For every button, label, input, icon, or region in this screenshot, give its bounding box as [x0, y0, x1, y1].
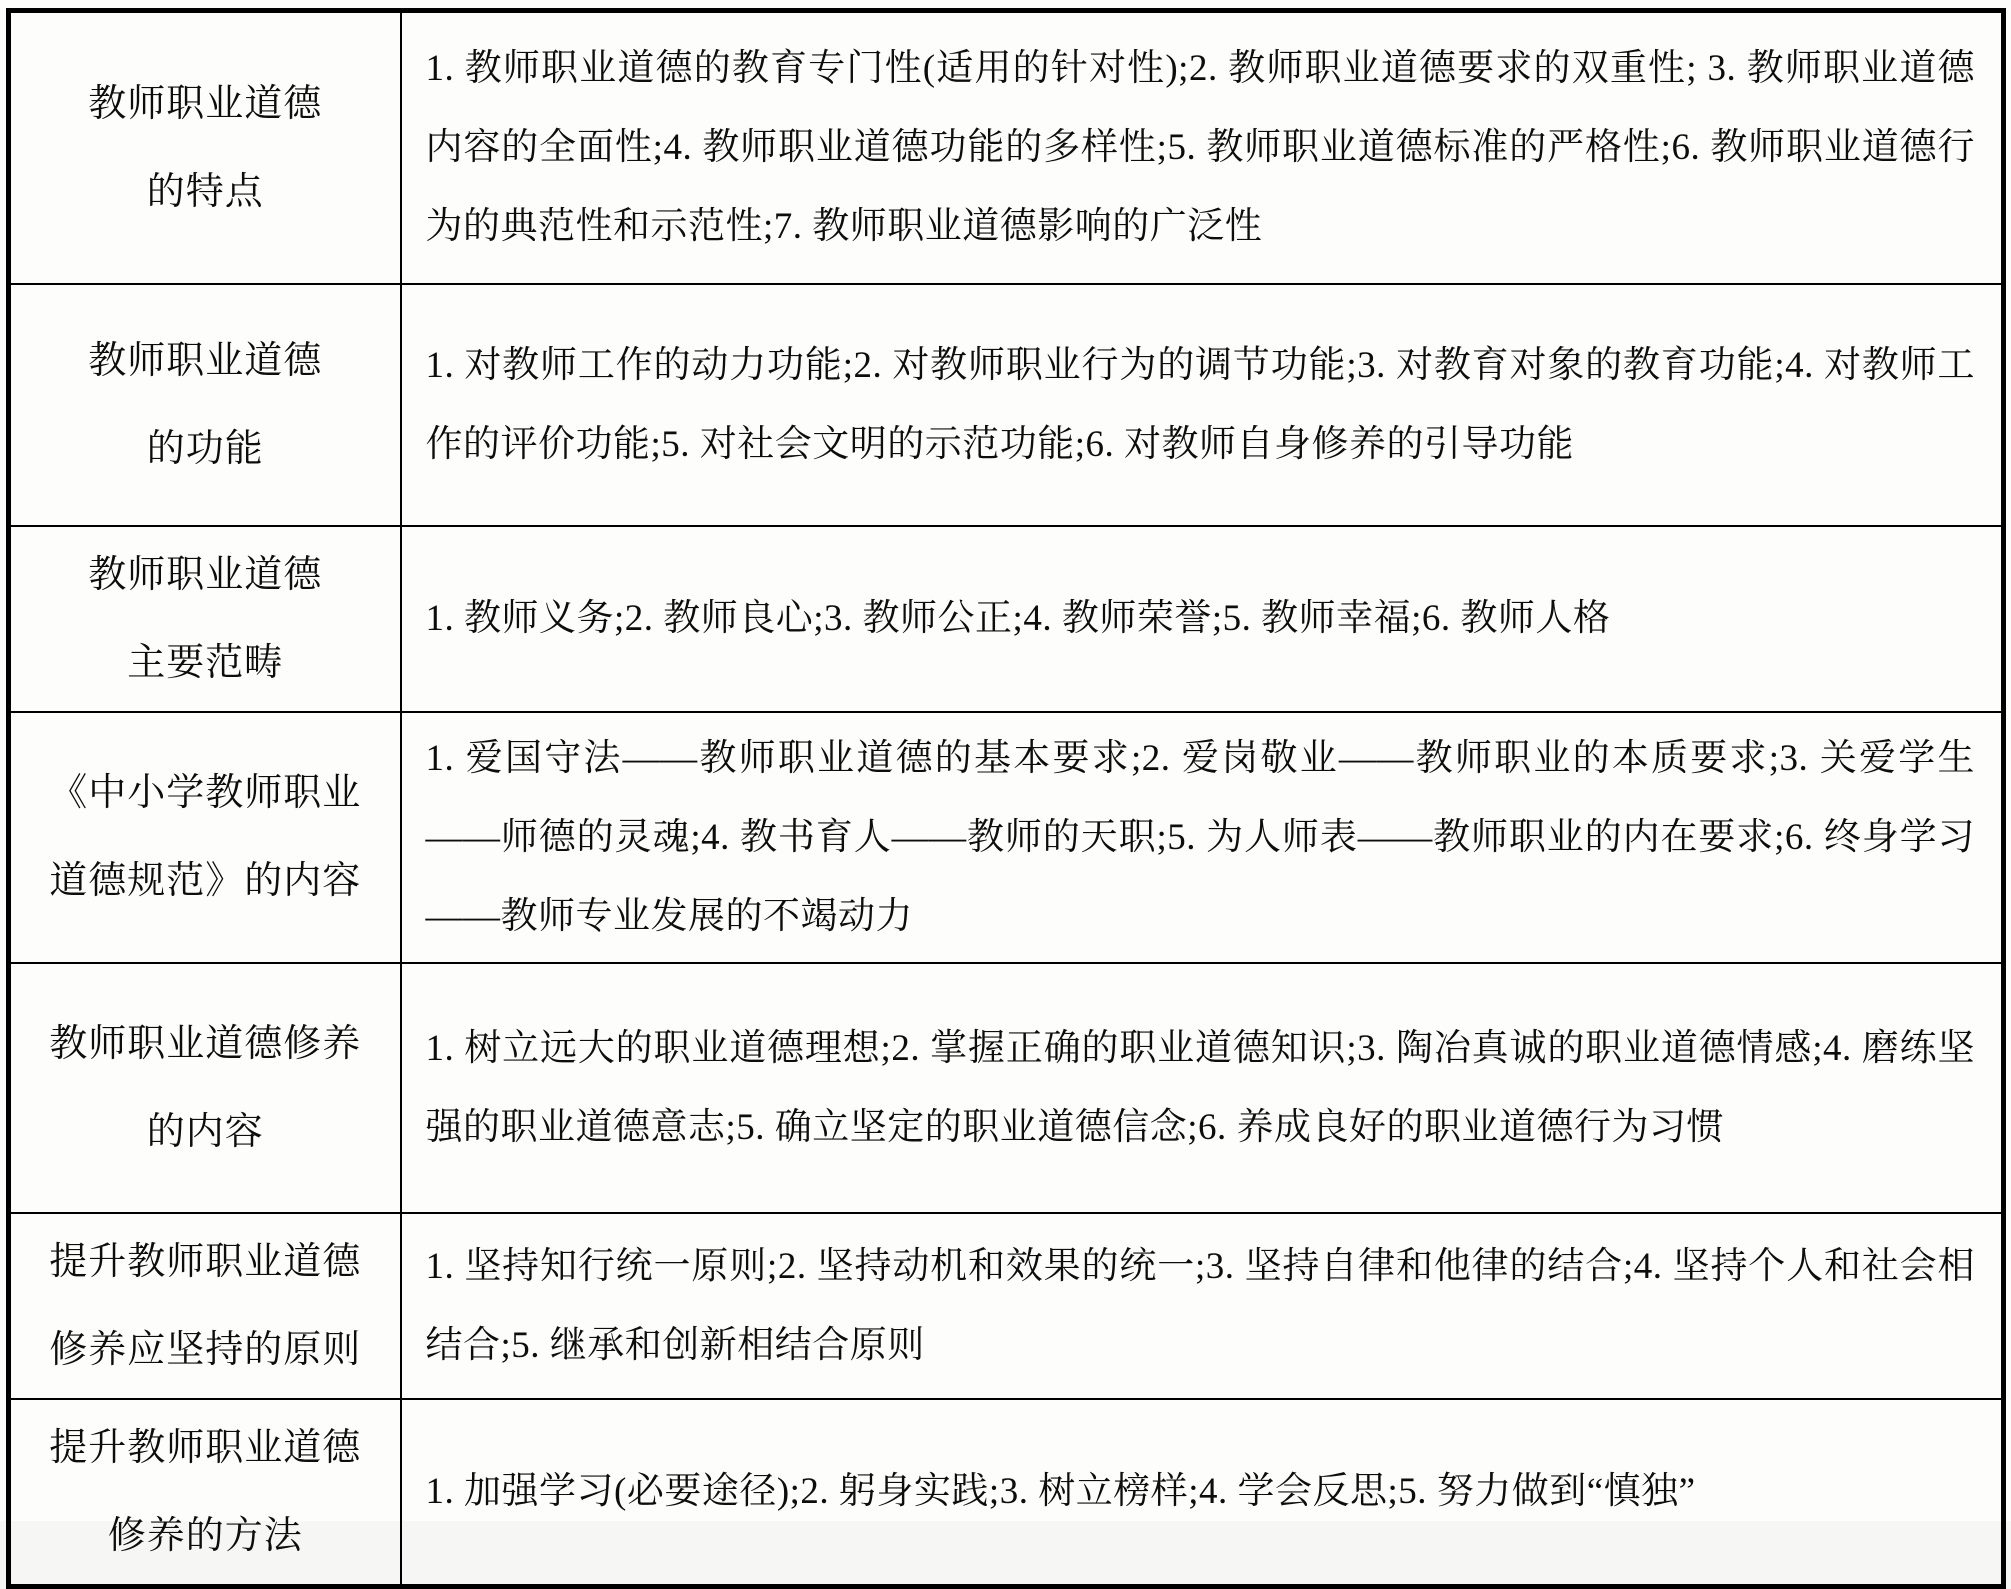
table-row — [9, 1399, 2004, 1587]
row-header-line: 教师职业道德 — [88, 553, 323, 596]
row-content: 1. 加强学习(必要途径);2. 躬身实践;3. 树立榜样;4. 学会反思;5. 努力做到“慎独” — [401, 1399, 2004, 1587]
teacher-ethics-summary-table — [6, 8, 2006, 1589]
row-content: 1. 教师职业道德的教育专门性(适用的针对性);2. 教师职业道德要求的双重性; 3. 教师职业道德内容的全面性;4. 教师职业道德功能的多样性;5. 教师职业道德标准的严格性;6. 教师职业道德行为的典范性和示范性;7. 教师职业道德影响的广泛性 — [401, 11, 2004, 284]
row-header-line: 主要范畴 — [127, 641, 284, 684]
row-header-line: 教师职业道德 — [88, 82, 323, 125]
row-header-line: 提升教师职业道德 — [49, 1240, 362, 1283]
table-row — [9, 963, 2004, 1213]
row-header — [9, 11, 401, 284]
row-header-line: 修养应坚持的原则 — [49, 1328, 362, 1371]
table-row — [9, 712, 2004, 963]
row-header-line: 的特点 — [146, 170, 264, 213]
row-header — [9, 284, 401, 526]
row-header-line: 《中小学教师职业 — [49, 772, 362, 814]
row-content: 1. 树立远大的职业道德理想;2. 掌握正确的职业道德知识;3. 陶冶真诚的职业道德情感;4. 磨练坚强的职业道德意志;5. 确立坚定的职业道德信念;6. 养成良好的职业道德行为习惯 — [401, 963, 2004, 1213]
row-header-line: 提升教师职业道德 — [49, 1426, 362, 1469]
row-header-line: 的内容 — [146, 1110, 264, 1153]
row-header — [9, 963, 401, 1213]
row-header — [9, 712, 401, 963]
row-header — [9, 526, 401, 712]
table-row — [9, 1213, 2004, 1399]
row-content: 1. 对教师工作的动力功能;2. 对教师职业行为的调节功能;3. 对教育对象的教育功能;4. 对教师工作的评价功能;5. 对社会文明的示范功能;6. 对教师自身修养的引导功能 — [401, 284, 2004, 526]
table-row — [9, 526, 2004, 712]
row-content: 1. 坚持知行统一原则;2. 坚持动机和效果的统一;3. 坚持自律和他律的结合;4. 坚持个人和社会相结合;5. 继承和创新相结合原则 — [401, 1213, 2004, 1399]
row-header-line: 的功能 — [146, 427, 264, 470]
row-header — [9, 1399, 401, 1587]
row-header — [9, 1213, 401, 1399]
row-header-line: 教师职业道德 — [88, 339, 323, 382]
row-header-line: 道德规范》的内容 — [49, 860, 362, 902]
row-header-line: 修养的方法 — [107, 1514, 303, 1557]
row-content: 1. 爱国守法——教师职业道德的基本要求;2. 爱岗敬业——教师职业的本质要求;3. 关爱学生——师德的灵魂;4. 教书育人——教师的天职;5. 为人师表——教师职业的内在要求;6. 终身学习——教师专业发展的不竭动力 — [401, 712, 2004, 963]
table-row — [9, 284, 2004, 526]
table-row — [9, 11, 2004, 284]
row-header-line: 教师职业道德修养 — [49, 1022, 362, 1065]
row-content: 1. 教师义务;2. 教师良心;3. 教师公正;4. 教师荣誉;5. 教师幸福;6. 教师人格 — [401, 526, 2004, 712]
